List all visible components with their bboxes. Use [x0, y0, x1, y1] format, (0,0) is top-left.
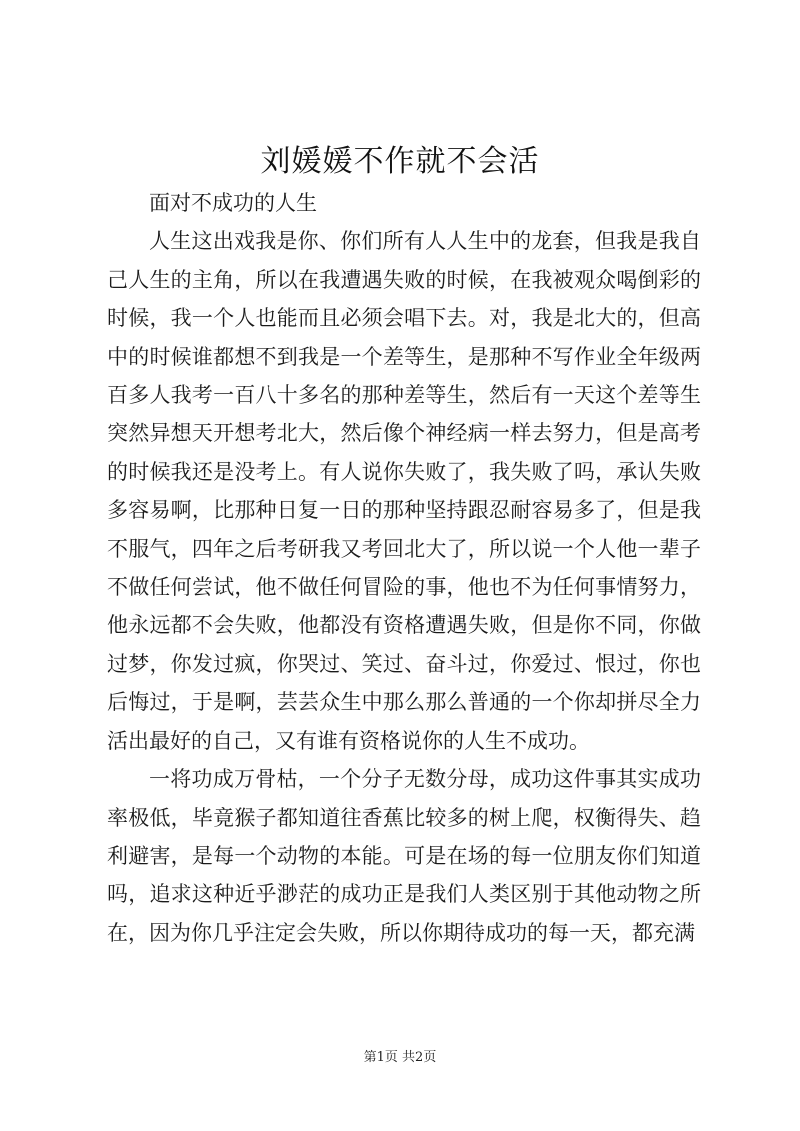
body-paragraph-1: 人生这出戏我是你、你们所有人人生中的龙套，但我是我自己人生的主角，所以在我遭遇失败的时候，在我被观众喝倒彩的时候，我一个人也能而且必须会唱下去。对，我是北大的，但高中的时候谁都想不到我是一个差等生，是那种不写作业全年级两百多人我考一百八十多名的那种差等生，然后有一天这个差等生突然异想天开想考北大，然后像个神经病一样去努力，但是高考的时候我还是没考上。有人说你失败了，我失败了吗，承认失败多容易啊，比那种日复一日的那种坚持跟忍耐容易多了，但是我不服气，四年之后考研我又考回北大了，所以说一个人他一辈子不做任何尝试，他不做任何冒险的事，他也不为任何事情努力，他永远都不会失败，他都没有资格遭遇失败，但是你不同，你做过梦，你发过疯，你哭过、笑过、奋斗过，你爱过、恨过，你也后悔过，于是啊，芸芸众生中那么那么普通的一个你却拼尽全力活出最好的自己，又有谁有资格说你的人生不成功。 [107, 229, 701, 753]
document-title: 刘媛媛不作就不会活 [260, 144, 540, 179]
page-footer: 第1页 共2页 [363, 1050, 437, 1065]
body-paragraph-2: 一将功成万骨枯，一个分子无数分母，成功这件事其实成功率极低，毕竟猴子都知道往香蕉比较多的树上爬，权衡得失、趋利避害，是每一个动物的本能。可是在场的每一位朋友你们知道吗，追求这种近乎渺茫的成功正是我们人类区别于其他动物之所在，因为你几乎注定会失败，所以你期待成功的每一天，都充满 [107, 767, 701, 945]
section-heading-paragraph: 面对不成功的人生 [149, 191, 317, 215]
document-body [107, 184, 701, 952]
